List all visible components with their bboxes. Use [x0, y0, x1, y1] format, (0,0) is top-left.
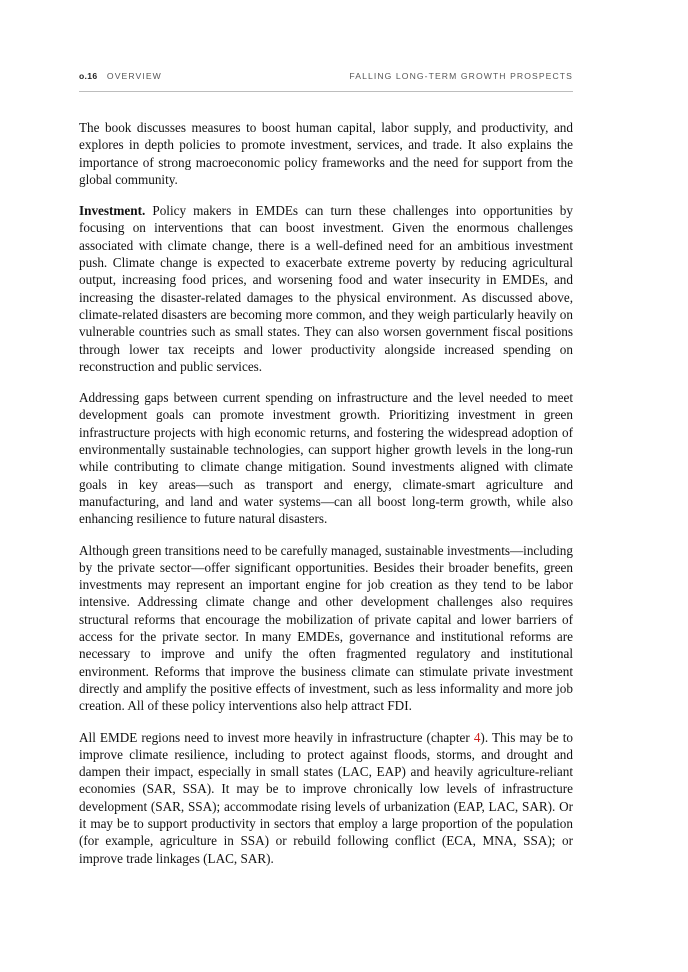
page-number: o.16 [79, 71, 98, 81]
paragraph-lead-heading: Investment. [79, 203, 146, 219]
section-label: OVERVIEW [106, 71, 162, 81]
paragraph-regions-text-before: All EMDE regions need to invest more heavily in infrastructure (chapter [79, 729, 474, 745]
paragraph-infrastructure-gaps [79, 389, 573, 527]
paragraph-investment-text: Policy makers in EMDEs can turn these challenges into opportunities by focusing on interventions that can boost investment. Given the enormous challenges associated with climate change, there is a well-defined need for an ambitious investment push. Climate change is expected to exacerbate extreme poverty by reducing agricultural output, increasing food prices, and worsening food and water insecurity in EMDEs, and increasing the disaster-related damages to the physical environment. As discussed above, climate-related disasters are becoming more common, and they weigh particularly heavily on vulnerable countries such as small states. They can also worsen government fiscal positions through lower tax receipts and lower productivity alongside increased spending on reconstruction and public services. [79, 203, 573, 374]
body-text [79, 119, 573, 881]
chapter-title: FALLING LONG-TERM GROWTH PROSPECTS [349, 71, 573, 81]
chapter-link[interactable]: 4 [473, 729, 481, 745]
header-rule [79, 91, 573, 92]
header-left [79, 71, 162, 81]
paragraph-regions [79, 729, 573, 867]
paragraph-regions-text-after: ). This may be to improve climate resilience, including to protect against floods, storms, and drought and dampen their impact, especially in small states (LAC, EAP) and heavily agriculture-reliant economies (SAR, SSA). It may be to improve chronically low levels of infrastructure development (SAR, SSA); accommodate rising levels of urbanization (EAP, LAC, SAR). Or it may be to support productivity in sectors that employ a large proportion of the population (for example, agriculture in SSA) or rebuild following conflict (ECA, MNA, SSA); or improve trade linkages (LAC, SAR). [79, 729, 573, 866]
paragraph-green-transitions-text: Although green transitions need to be carefully managed, sustainable investments—including by the private sector—offer significant opportunities. Besides their broader benefits, green investments may represent an important engine for job creation as they tend to be labor intensive. Addressing climate change and other development challenges also requires structural reforms that encourage the mobilization of private capital and lower barriers of access for the private sector. In many EMDEs, governance and institutional reforms are necessary to improve and unify the often fragmented regulatory and institutional environment. Reforms that improve the business climate can stimulate private investment directly and amplify the positive effects of investment, such as less informality and more job creation. All of these policy interventions also help attract FDI. [79, 542, 573, 714]
running-header [79, 71, 573, 85]
paragraph-intro-text: The book discusses measures to boost human capital, labor supply, and productivity, and explores in depth policies to promote investment, services, and trade. It also explains the importance of strong macroeconomic policy frameworks and the need for support from the global community. [79, 120, 573, 187]
paragraph-intro [79, 119, 573, 188]
paragraph-infrastructure-gaps-text: Addressing gaps between current spending on infrastructure and the level needed to meet development goals can promote investment growth. Prioritizing investment in green infrastructure projects with high economic returns, and fostering the widespread adoption of environmentally sustainable technologies, can support higher growth levels in the long-run while contributing to climate change mitigation. Sound investments aligned with climate goals in key areas—such as transport and energy, climate-smart agriculture and manufacturing, and land and water systems—can all boost long-term growth, while also enhancing resilience to future natural disasters. [79, 390, 573, 527]
paragraph-green-transitions [79, 542, 573, 715]
paragraph-investment [79, 202, 573, 375]
